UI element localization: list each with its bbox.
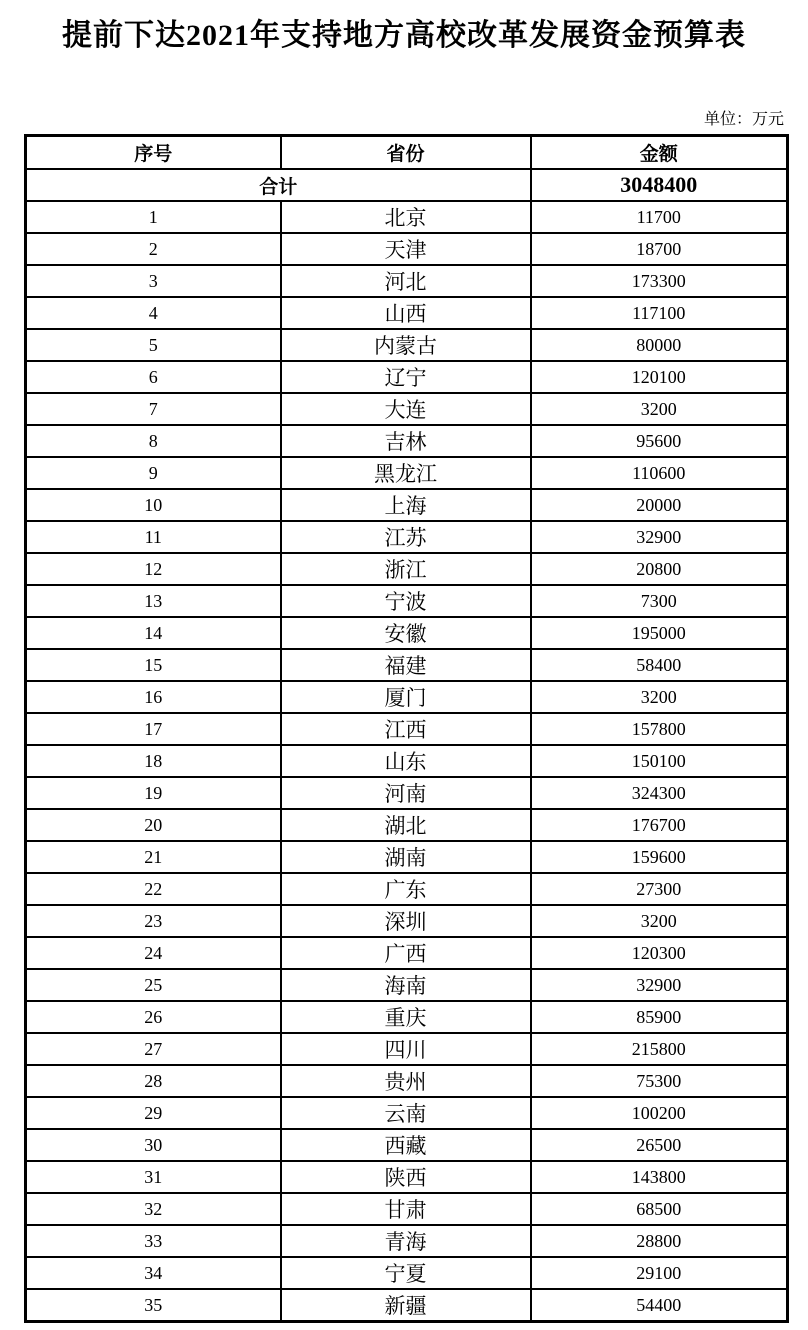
table-row xyxy=(26,233,788,265)
row-province: 宁波 xyxy=(281,585,531,617)
table-row xyxy=(26,809,788,841)
total-label: 合计 xyxy=(26,169,531,201)
row-province: 广东 xyxy=(281,873,531,905)
header-row xyxy=(26,136,788,170)
row-amount: 3200 xyxy=(531,905,788,937)
row-amount: 54400 xyxy=(531,1289,788,1322)
row-index: 31 xyxy=(26,1161,281,1193)
table-row xyxy=(26,201,788,233)
row-index: 2 xyxy=(26,233,281,265)
row-index: 35 xyxy=(26,1289,281,1322)
row-amount: 75300 xyxy=(531,1065,788,1097)
row-province: 新疆 xyxy=(281,1289,531,1322)
row-amount: 32900 xyxy=(531,521,788,553)
row-index: 4 xyxy=(26,297,281,329)
row-amount: 95600 xyxy=(531,425,788,457)
row-province: 山东 xyxy=(281,745,531,777)
row-index: 34 xyxy=(26,1257,281,1289)
row-amount: 3200 xyxy=(531,681,788,713)
table-row xyxy=(26,1001,788,1033)
table-row xyxy=(26,1225,788,1257)
row-index: 6 xyxy=(26,361,281,393)
table-row xyxy=(26,585,788,617)
row-province: 甘肃 xyxy=(281,1193,531,1225)
row-province: 西藏 xyxy=(281,1129,531,1161)
row-index: 29 xyxy=(26,1097,281,1129)
table-area xyxy=(24,106,786,1323)
row-index: 28 xyxy=(26,1065,281,1097)
row-amount: 18700 xyxy=(531,233,788,265)
row-index: 25 xyxy=(26,969,281,1001)
header-no: 序号 xyxy=(26,136,281,170)
table-row xyxy=(26,1289,788,1322)
table-row xyxy=(26,489,788,521)
row-province: 黑龙江 xyxy=(281,457,531,489)
row-amount: 120100 xyxy=(531,361,788,393)
row-amount: 11700 xyxy=(531,201,788,233)
table-row xyxy=(26,969,788,1001)
table-row xyxy=(26,521,788,553)
row-index: 15 xyxy=(26,649,281,681)
row-amount: 120300 xyxy=(531,937,788,969)
table-row xyxy=(26,1193,788,1225)
table-row xyxy=(26,681,788,713)
row-index: 22 xyxy=(26,873,281,905)
total-row xyxy=(26,169,788,201)
table-row xyxy=(26,425,788,457)
row-province: 江苏 xyxy=(281,521,531,553)
row-amount: 26500 xyxy=(531,1129,788,1161)
row-index: 30 xyxy=(26,1129,281,1161)
row-index: 24 xyxy=(26,937,281,969)
row-amount: 29100 xyxy=(531,1257,788,1289)
row-province: 云南 xyxy=(281,1097,531,1129)
row-province: 大连 xyxy=(281,393,531,425)
row-amount: 157800 xyxy=(531,713,788,745)
row-province: 海南 xyxy=(281,969,531,1001)
row-province: 天津 xyxy=(281,233,531,265)
row-index: 19 xyxy=(26,777,281,809)
row-index: 20 xyxy=(26,809,281,841)
row-index: 1 xyxy=(26,201,281,233)
row-province: 安徽 xyxy=(281,617,531,649)
row-index: 10 xyxy=(26,489,281,521)
row-index: 11 xyxy=(26,521,281,553)
table-row xyxy=(26,777,788,809)
row-amount: 28800 xyxy=(531,1225,788,1257)
row-province: 河北 xyxy=(281,265,531,297)
row-amount: 3200 xyxy=(531,393,788,425)
row-index: 17 xyxy=(26,713,281,745)
row-amount: 80000 xyxy=(531,329,788,361)
row-index: 7 xyxy=(26,393,281,425)
row-province: 吉林 xyxy=(281,425,531,457)
row-amount: 150100 xyxy=(531,745,788,777)
row-province: 辽宁 xyxy=(281,361,531,393)
row-province: 陕西 xyxy=(281,1161,531,1193)
row-province: 贵州 xyxy=(281,1065,531,1097)
table-row xyxy=(26,457,788,489)
row-amount: 117100 xyxy=(531,297,788,329)
row-province: 重庆 xyxy=(281,1001,531,1033)
row-province: 内蒙古 xyxy=(281,329,531,361)
table-row xyxy=(26,553,788,585)
table-row xyxy=(26,937,788,969)
table-row xyxy=(26,1033,788,1065)
row-index: 21 xyxy=(26,841,281,873)
row-province: 浙江 xyxy=(281,553,531,585)
row-amount: 215800 xyxy=(531,1033,788,1065)
table-row xyxy=(26,329,788,361)
table-row xyxy=(26,841,788,873)
row-amount: 32900 xyxy=(531,969,788,1001)
table-row xyxy=(26,649,788,681)
row-province: 广西 xyxy=(281,937,531,969)
total-amount: 3048400 xyxy=(531,169,788,201)
row-index: 8 xyxy=(26,425,281,457)
table-row xyxy=(26,617,788,649)
row-index: 16 xyxy=(26,681,281,713)
row-province: 深圳 xyxy=(281,905,531,937)
row-index: 9 xyxy=(26,457,281,489)
row-amount: 68500 xyxy=(531,1193,788,1225)
header-province: 省份 xyxy=(281,136,531,170)
row-amount: 85900 xyxy=(531,1001,788,1033)
row-index: 13 xyxy=(26,585,281,617)
header-amount: 金额 xyxy=(531,136,788,170)
table-row xyxy=(26,1129,788,1161)
table-row xyxy=(26,1161,788,1193)
row-province: 湖南 xyxy=(281,841,531,873)
row-index: 27 xyxy=(26,1033,281,1065)
row-index: 14 xyxy=(26,617,281,649)
row-index: 23 xyxy=(26,905,281,937)
table-row xyxy=(26,905,788,937)
row-index: 3 xyxy=(26,265,281,297)
row-amount: 58400 xyxy=(531,649,788,681)
row-index: 12 xyxy=(26,553,281,585)
row-amount: 20800 xyxy=(531,553,788,585)
row-index: 32 xyxy=(26,1193,281,1225)
table-body xyxy=(26,201,788,1322)
row-province: 河南 xyxy=(281,777,531,809)
table-row xyxy=(26,361,788,393)
row-index: 26 xyxy=(26,1001,281,1033)
row-amount: 20000 xyxy=(531,489,788,521)
table-row xyxy=(26,745,788,777)
row-amount: 110600 xyxy=(531,457,788,489)
row-province: 四川 xyxy=(281,1033,531,1065)
row-amount: 176700 xyxy=(531,809,788,841)
unit-note: 单位：万元 xyxy=(703,111,784,128)
table-row xyxy=(26,873,788,905)
table-row xyxy=(26,297,788,329)
row-province: 上海 xyxy=(281,489,531,521)
row-amount: 195000 xyxy=(531,617,788,649)
row-province: 福建 xyxy=(281,649,531,681)
row-amount: 159600 xyxy=(531,841,788,873)
table-row xyxy=(26,265,788,297)
row-index: 33 xyxy=(26,1225,281,1257)
row-amount: 173300 xyxy=(531,265,788,297)
table-row xyxy=(26,1257,788,1289)
row-province: 江西 xyxy=(281,713,531,745)
budget-table xyxy=(24,134,789,1323)
table-row xyxy=(26,1097,788,1129)
row-province: 湖北 xyxy=(281,809,531,841)
table-row xyxy=(26,393,788,425)
row-province: 厦门 xyxy=(281,681,531,713)
row-amount: 7300 xyxy=(531,585,788,617)
row-amount: 143800 xyxy=(531,1161,788,1193)
row-province: 宁夏 xyxy=(281,1257,531,1289)
row-index: 18 xyxy=(26,745,281,777)
table-row xyxy=(26,1065,788,1097)
table-row xyxy=(26,713,788,745)
row-province: 山西 xyxy=(281,297,531,329)
row-index: 5 xyxy=(26,329,281,361)
row-province: 青海 xyxy=(281,1225,531,1257)
row-amount: 27300 xyxy=(531,873,788,905)
row-amount: 324300 xyxy=(531,777,788,809)
row-province: 北京 xyxy=(281,201,531,233)
row-amount: 100200 xyxy=(531,1097,788,1129)
page-title: 提前下达2021年支持地方高校改革发展资金预算表 xyxy=(62,19,746,52)
